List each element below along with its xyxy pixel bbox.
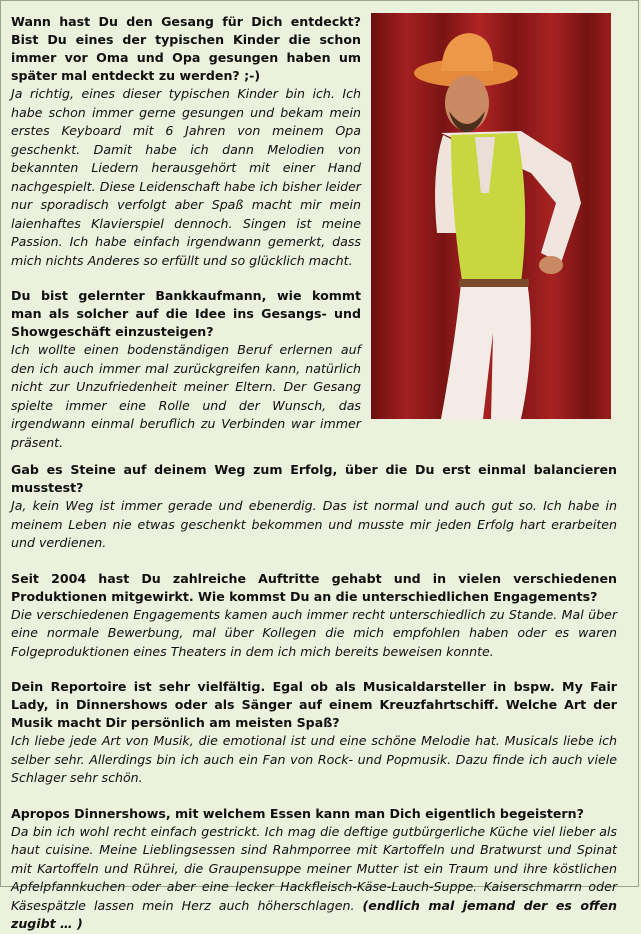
question-2: Du bist gelernter Bankkaufmann, wie kommt man als solcher auf die Idee ins Gesangs- und Showgeschäft einzusteigen?: [11, 288, 361, 339]
question-1: Wann hast Du den Gesang für Dich entdeckt? Bist Du eines der typischen Kinder die schon immer vor Oma und Opa gesungen haben um später mal entdeckt zu werden? ;-): [11, 14, 361, 83]
question-3: Gab es Steine auf deinem Weg zum Erfolg, über die Du erst einmal balancieren musstest?: [11, 462, 617, 495]
question-5: Dein Reportoire ist sehr vielfältig. Egal ob als Musicaldarsteller in bspw. My Fair Lady, in Dinnershows oder als Sänger auf einem Kreuzfahrtschiff. Welche Art der Musik macht Dir persönlich am meisten Spaß?: [11, 679, 617, 730]
singer-photo: [371, 13, 611, 419]
answer-6-text: Da bin ich wohl recht einfach gestrickt. Ich mag die deftige gutbürgerliche Küche viel lieber als haut cuisine. Meine Lieblingsessen sind Rahmporree mit Kartoffeln und Bratwurst und Spinat mit Kartoffeln und Rührei, die Graupensuppe meiner Mutter ist ein Traum und ihre köstlichen Apfelpfannkuchen oder aber eine lecker Hackfleisch-Käse-Lauch-Suppe. Kaiserschmarrn oder Käsespätzle lassen mein Herz auch höherschlagen.: [11, 823, 617, 913]
answer-5: Ich liebe jede Art von Musik, die emotional ist und eine schöne Melodie hat. Musicals liebe ich selber sehr. Allerdings bin ich auch ein Fan von Rock- und Popmusik. Dazu finde ich auch viele Schlager sehr schön.: [11, 733, 617, 785]
interview-bottom-column: [11, 461, 617, 934]
interview-top-column: [11, 13, 361, 452]
answer-2: Ich wollte einen bodenständigen Beruf erlernen auf den ich auch immer mal zurückgreifen kann, natürlich nicht zur Unzufriedenheit meiner Eltern. Der Gesang spielte immer eine Rolle und der Wunsch, das irgendwann einmal beruflich zu Verbinden war immer präsent.: [11, 342, 361, 450]
answer-4: Die verschiedenen Engagements kamen auch immer recht unterschiedlich zu Stande. Mal über eine normale Bewerbung, mal über Kollegen die mich empfohlen haben oder es waren Folgeproduktionen eines Theaters in dem ich mich bereits beweisen konnte.: [11, 606, 617, 659]
answer-1: Ja richtig, eines dieser typischen Kinder bin ich. Ich habe schon immer gerne gesungen und bekam mein erstes Keyboard mit 6 Jahren von meinem Opa geschenkt. Damit habe ich dann Melodien von bekannten Liedern herausgehört mit einer Hand nachgespielt. Diese Leidenschaft habe ich bisher leider nur sporadisch verfolgt aber Spaß macht mir mein laienhaftes Klavierspiel dennoch. Singen ist meine Passion. Ich habe einfach irgendwann gemerkt, dass mich nichts Anderes so erfüllt und so glücklich macht.: [11, 86, 361, 268]
answer-6: [11, 823, 617, 934]
singer-head: [445, 75, 489, 131]
question-6: Apropos Dinnershows, mit welchem Essen kann man Dich eigentlich begeistern?: [11, 805, 584, 821]
singer-photo-illustration: [371, 13, 611, 419]
question-4: Seit 2004 hast Du zahlreiche Auftritte gehabt und in vielen verschiedenen Produktionen mitgewirkt. Wie kommst Du an die unterschiedlichen Engagements?: [11, 570, 617, 604]
answer-3: Ja, kein Weg ist immer gerade und ebenerdig. Das ist normal und auch gut so. Ich habe in meinem Leben nie etwas geschenkt bekommen und musste mir jeden Erfolg hart erarbeiten und verdienen.: [11, 498, 617, 550]
answer-6-bold-remark: (endlich mal jemand der es offen zugibt … ): [11, 897, 617, 931]
